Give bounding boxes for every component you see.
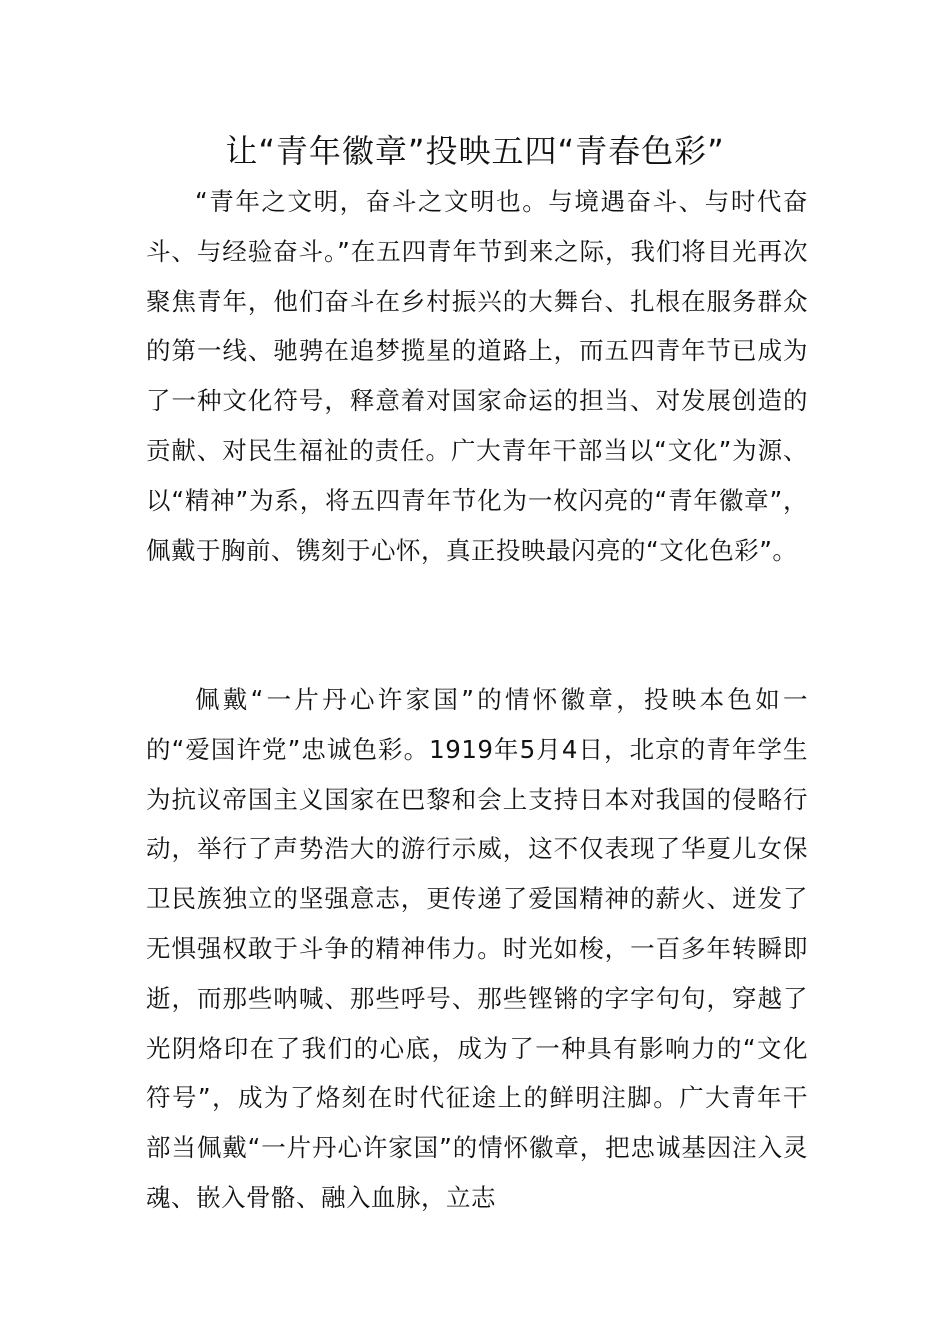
paragraph-1: “青年之文明，奋斗之文明也。与境遇奋斗、与时代奋斗、与经验奋斗。”在五四青年节到来之际，我们将目光再次聚焦青年，他们奋斗在乡村振兴的大舞台、扎根在服务群众的第一线、驰骋在追梦揽星的道路上，而五四青年节已成为了一种文化符号，释意着对国家命运的担当、对发展创造的贡献、对民生福祉的责任。广大青年干部当以“文化”为源、以“精神”为系，将五四青年节化为一枚闪亮的“青年徽章”，佩戴于胸前、镌刻于心怀，真正投映最闪亮的“文化色彩”。 (146, 187, 808, 565)
paragraph-2: 佩戴“一片丹心许家国”的情怀徽章，投映本色如一的“爱国许党”忠诚色彩。1919年5月4日，北京的青年学生为抗议帝国主义国家在巴黎和会上支持日本对我国的侵略行动，举行了声势浩大的游行示威，这不仅表现了华夏儿女保卫民族独立的坚强意志，更传递了爱国精神的薪火、迸发了无惧强权敢于斗争的精神伟力。时光如梭，一百多年转瞬即逝，而那些呐喊、那些呼号、那些铿锵的字字句句，穿越了光阴烙印在了我们的心底，成为了一种具有影响力的“文化符号”，成为了烙刻在时代征途上的鲜明注脚。广大青年干部当佩戴“一片丹心许家国”的情怀徽章，把忠诚基因注入灵魂、嵌入骨骼、融入血脉，立志 (146, 685, 808, 1212)
document-title: 让“青年徽章”投映五四“青春色彩” (225, 132, 725, 170)
